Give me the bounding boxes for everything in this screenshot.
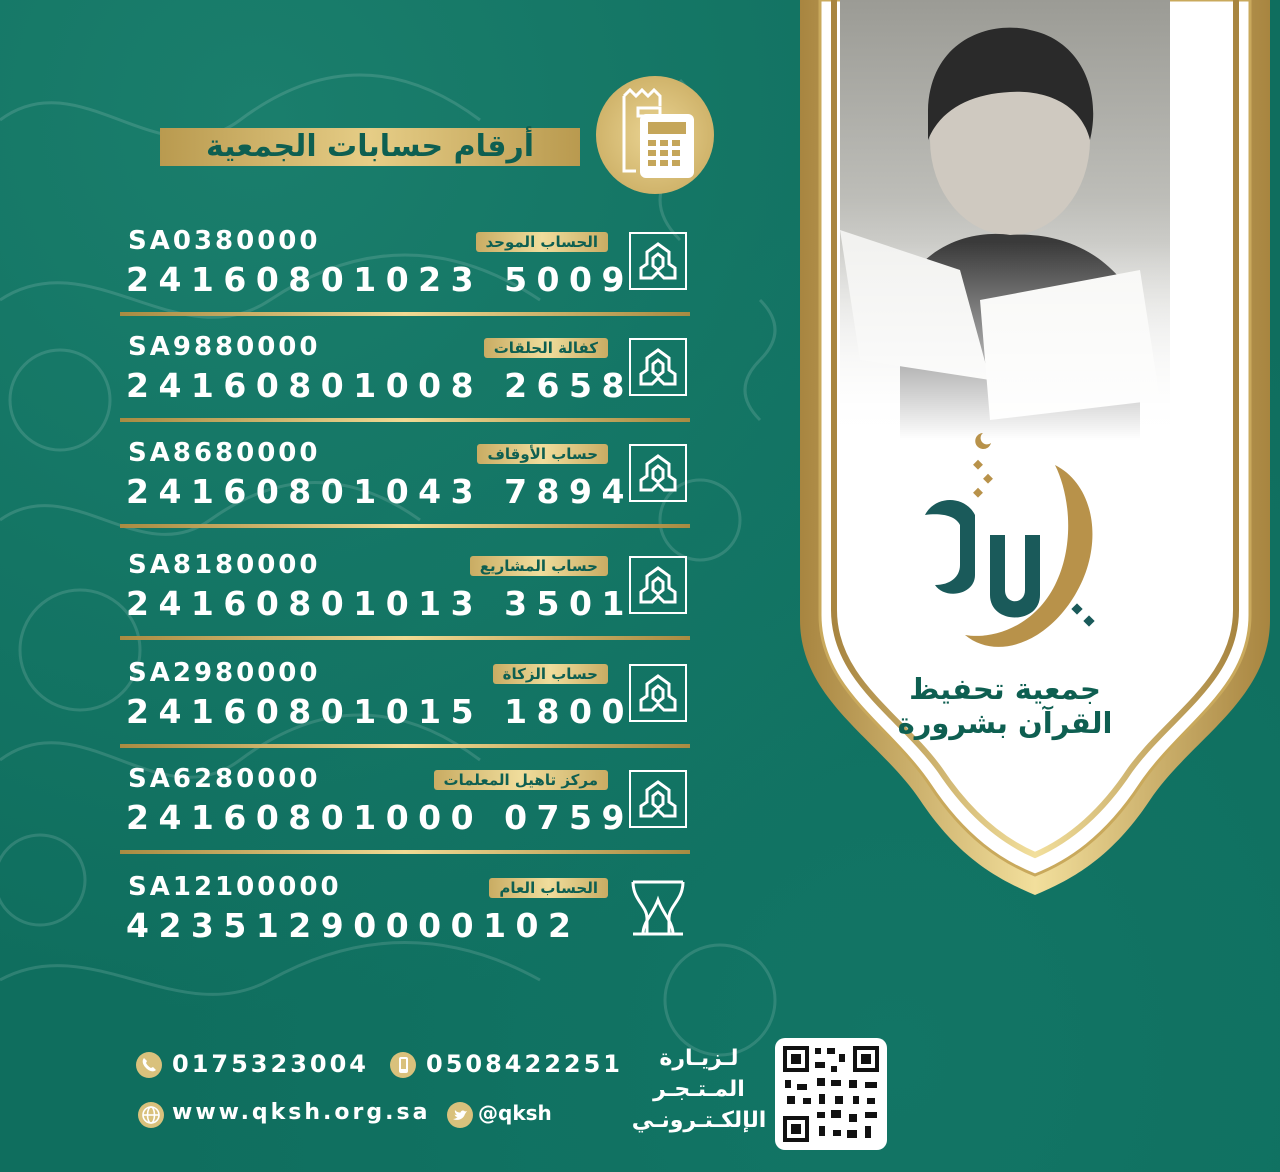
twitter-icon: [447, 1102, 473, 1128]
divider: [120, 850, 690, 854]
account-label: حساب الأوقاف: [477, 444, 608, 464]
account-number: 24160801043 7894: [126, 472, 634, 511]
divider: [120, 312, 690, 316]
account-label: حساب الزكاة: [493, 664, 608, 684]
account-iban-prefix: SA8180000: [128, 550, 321, 580]
account-iban-prefix: SA12100000: [128, 872, 342, 902]
account-iban-prefix: SA0380000: [128, 226, 321, 256]
organization-name-line1: جمعية تحفيظ: [909, 672, 1101, 706]
alinma-bank-icon: [629, 878, 687, 936]
bank-logo-icon: [629, 232, 687, 290]
bank-logo-icon: [629, 444, 687, 502]
store-visit-text: [630, 1043, 768, 1136]
account-label: حساب المشاريع: [470, 556, 608, 576]
bank-logo-icon: [629, 338, 687, 396]
mobile-number[interactable]: 0508422251: [426, 1050, 623, 1078]
landline-number[interactable]: 0175323004: [172, 1050, 369, 1078]
account-label: الحساب العام: [489, 878, 608, 898]
receipt-calculator-icon: [596, 76, 714, 194]
store-visit-line3: الإلكـتـرونـي: [631, 1108, 767, 1133]
page-title: أرقام حسابات الجمعية: [205, 128, 535, 164]
account-row-unified: [120, 226, 690, 338]
account-label: كفالة الحلقات: [484, 338, 608, 358]
account-row-endowments: [120, 438, 690, 550]
store-qr-code[interactable]: [775, 1038, 887, 1150]
account-row-zakat: [120, 658, 690, 770]
mobile-icon: [390, 1052, 416, 1078]
bank-logo-icon: [629, 770, 687, 828]
account-number: 24160801015 1800: [126, 692, 634, 731]
account-row-teachers-center: [120, 764, 690, 876]
account-iban-prefix: SA8680000: [128, 438, 321, 468]
twitter-handle[interactable]: @qksh: [478, 1101, 552, 1125]
account-row-circles: [120, 332, 690, 444]
organization-name-line2: القرآن بشرورة: [897, 706, 1113, 740]
divider: [120, 418, 690, 422]
account-number: 42351290000102: [126, 906, 581, 945]
organization-name: [870, 672, 1140, 740]
globe-icon: [138, 1102, 164, 1128]
account-iban-prefix: SA2980000: [128, 658, 321, 688]
divider: [120, 744, 690, 748]
bank-logo-icon: [629, 556, 687, 614]
organization-logo: [905, 425, 1115, 665]
divider: [120, 524, 690, 528]
store-visit-line1: لـزيـارة: [659, 1046, 739, 1071]
account-number: 24160801000 0759: [126, 798, 634, 837]
bank-logo-icon: [629, 664, 687, 722]
account-number: 24160801013 3501: [126, 584, 634, 623]
account-iban-prefix: SA9880000: [128, 332, 321, 362]
account-number: 24160801008 2658: [126, 366, 634, 405]
child-reading-illustration: [840, 0, 1170, 440]
account-number: 24160801023 5009: [126, 260, 634, 299]
account-row-projects: [120, 550, 690, 662]
phone-icon: [136, 1052, 162, 1078]
store-visit-line2: المـتـجـر: [653, 1077, 745, 1102]
account-row-general: [120, 872, 690, 984]
account-iban-prefix: SA6280000: [128, 764, 321, 794]
website-link[interactable]: www.qksh.org.sa: [172, 1100, 431, 1125]
account-label: مركز تاهيل المعلمات: [434, 770, 608, 790]
divider: [120, 636, 690, 640]
account-label: الحساب الموحد: [476, 232, 609, 252]
